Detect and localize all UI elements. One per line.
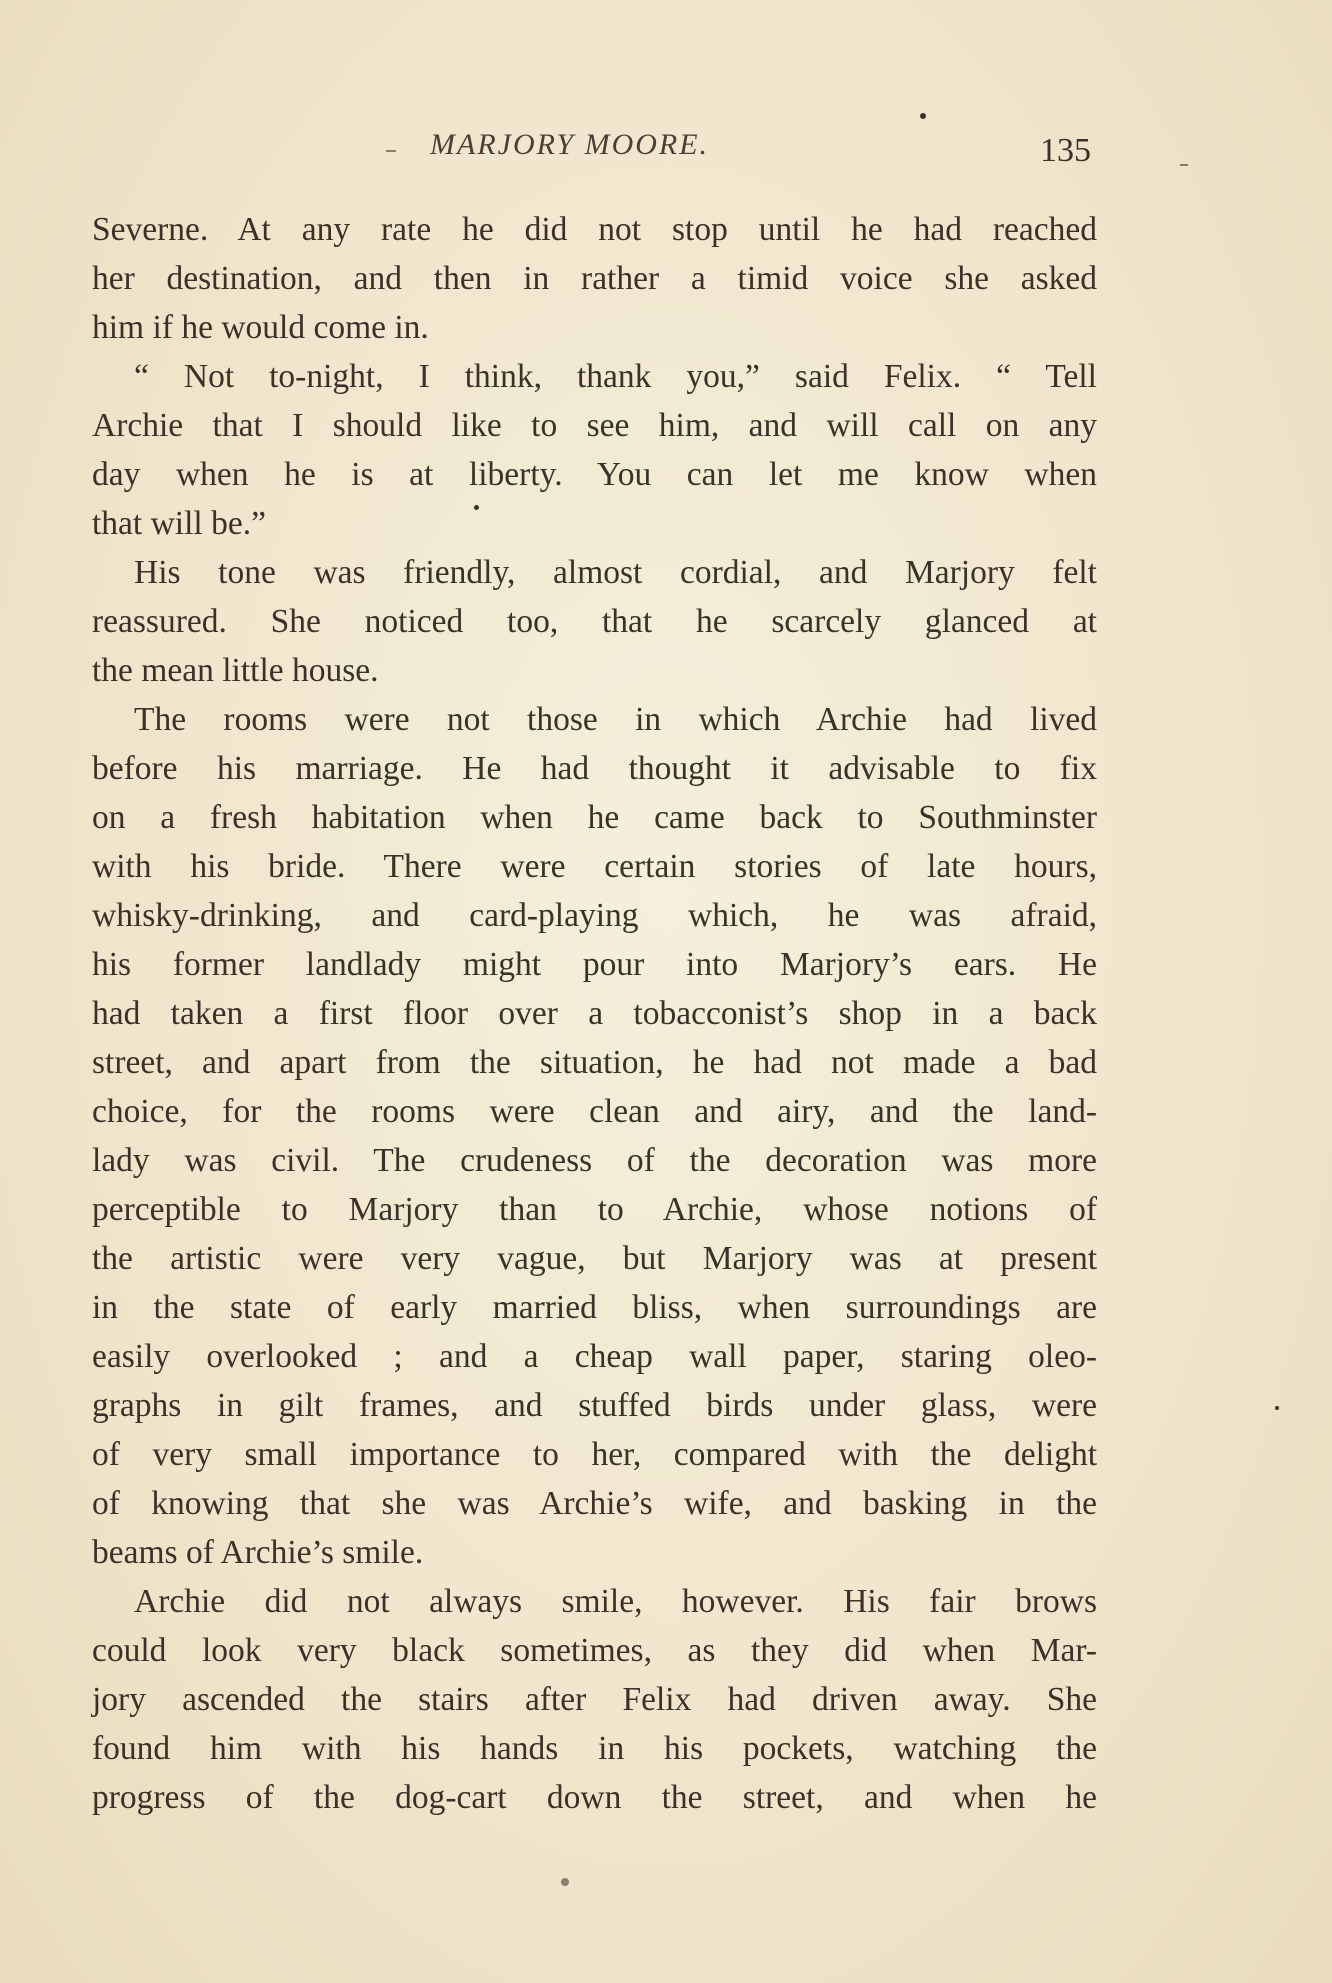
- text-line: the mean little house.: [92, 652, 379, 689]
- ink-speck: [474, 505, 479, 510]
- text-line: could look very black sometimes, as they did when Mar-: [92, 1632, 1097, 1669]
- text-line: easily overlooked ; and a cheap wall paper, staring oleo-: [92, 1338, 1097, 1375]
- text-line: lady was civil. The crudeness of the decoration was more: [92, 1142, 1097, 1179]
- text-line: had taken a first floor over a tobacconist’s shop in a back: [92, 995, 1097, 1032]
- text-line: her destination, and then in rather a timid voice she asked: [92, 260, 1097, 297]
- text-line: whisky-drinking, and card-playing which, he was afraid,: [92, 897, 1097, 934]
- text-line: perceptible to Marjory than to Archie, whose notions of: [92, 1191, 1097, 1228]
- text-line: reassured. She noticed too, that he scarcely glanced at: [92, 603, 1097, 640]
- running-title: MARJORY MOORE.: [430, 128, 710, 161]
- text-line: before his marriage. He had thought it advisable to fix: [92, 750, 1097, 787]
- text-line: with his bride. There were certain stories of late hours,: [92, 848, 1097, 885]
- text-line: His tone was friendly, almost cordial, and Marjory felt: [134, 554, 1097, 591]
- ink-speck: [561, 1878, 569, 1886]
- text-line: “ Not to-night, I think, thank you,” said Felix. “ Tell: [134, 358, 1097, 395]
- text-line: Archie that I should like to see him, and will call on any: [92, 407, 1097, 444]
- text-line: that will be.”: [92, 505, 266, 542]
- ink-speck: [1275, 1406, 1279, 1410]
- margin-dash-mark: [1180, 164, 1188, 166]
- text-line: of knowing that she was Archie’s wife, and basking in the: [92, 1485, 1097, 1522]
- text-line: on a fresh habitation when he came back to Southminster: [92, 799, 1097, 836]
- text-line: The rooms were not those in which Archie had lived: [134, 701, 1097, 738]
- text-line: the artistic were very vague, but Marjory was at present: [92, 1240, 1097, 1277]
- text-line: progress of the dog-cart down the street, and when he: [92, 1779, 1097, 1816]
- body-text: [92, 205, 1097, 1822]
- text-line: day when he is at liberty. You can let me know when: [92, 456, 1097, 493]
- text-line: graphs in gilt frames, and stuffed birds under glass, were: [92, 1387, 1097, 1424]
- header-dash-mark: [386, 150, 396, 152]
- ink-speck: [920, 113, 926, 119]
- text-line: found him with his hands in his pockets, watching the: [92, 1730, 1097, 1767]
- text-line: jory ascended the stairs after Felix had driven away. She: [92, 1681, 1097, 1718]
- page-number: 135: [1040, 132, 1091, 169]
- text-line: street, and apart from the situation, he had not made a bad: [92, 1044, 1097, 1081]
- text-line: him if he would come in.: [92, 309, 429, 346]
- text-line: his former landlady might pour into Marjory’s ears. He: [92, 946, 1097, 983]
- text-line: beams of Archie’s smile.: [92, 1534, 424, 1571]
- text-line: Archie did not always smile, however. His fair brows: [134, 1583, 1097, 1620]
- text-line: of very small importance to her, compared with the delight: [92, 1436, 1097, 1473]
- text-line: in the state of early married bliss, when surroundings are: [92, 1289, 1097, 1326]
- text-line: choice, for the rooms were clean and airy, and the land-: [92, 1093, 1097, 1130]
- text-line: Severne. At any rate he did not stop until he had reached: [92, 211, 1097, 248]
